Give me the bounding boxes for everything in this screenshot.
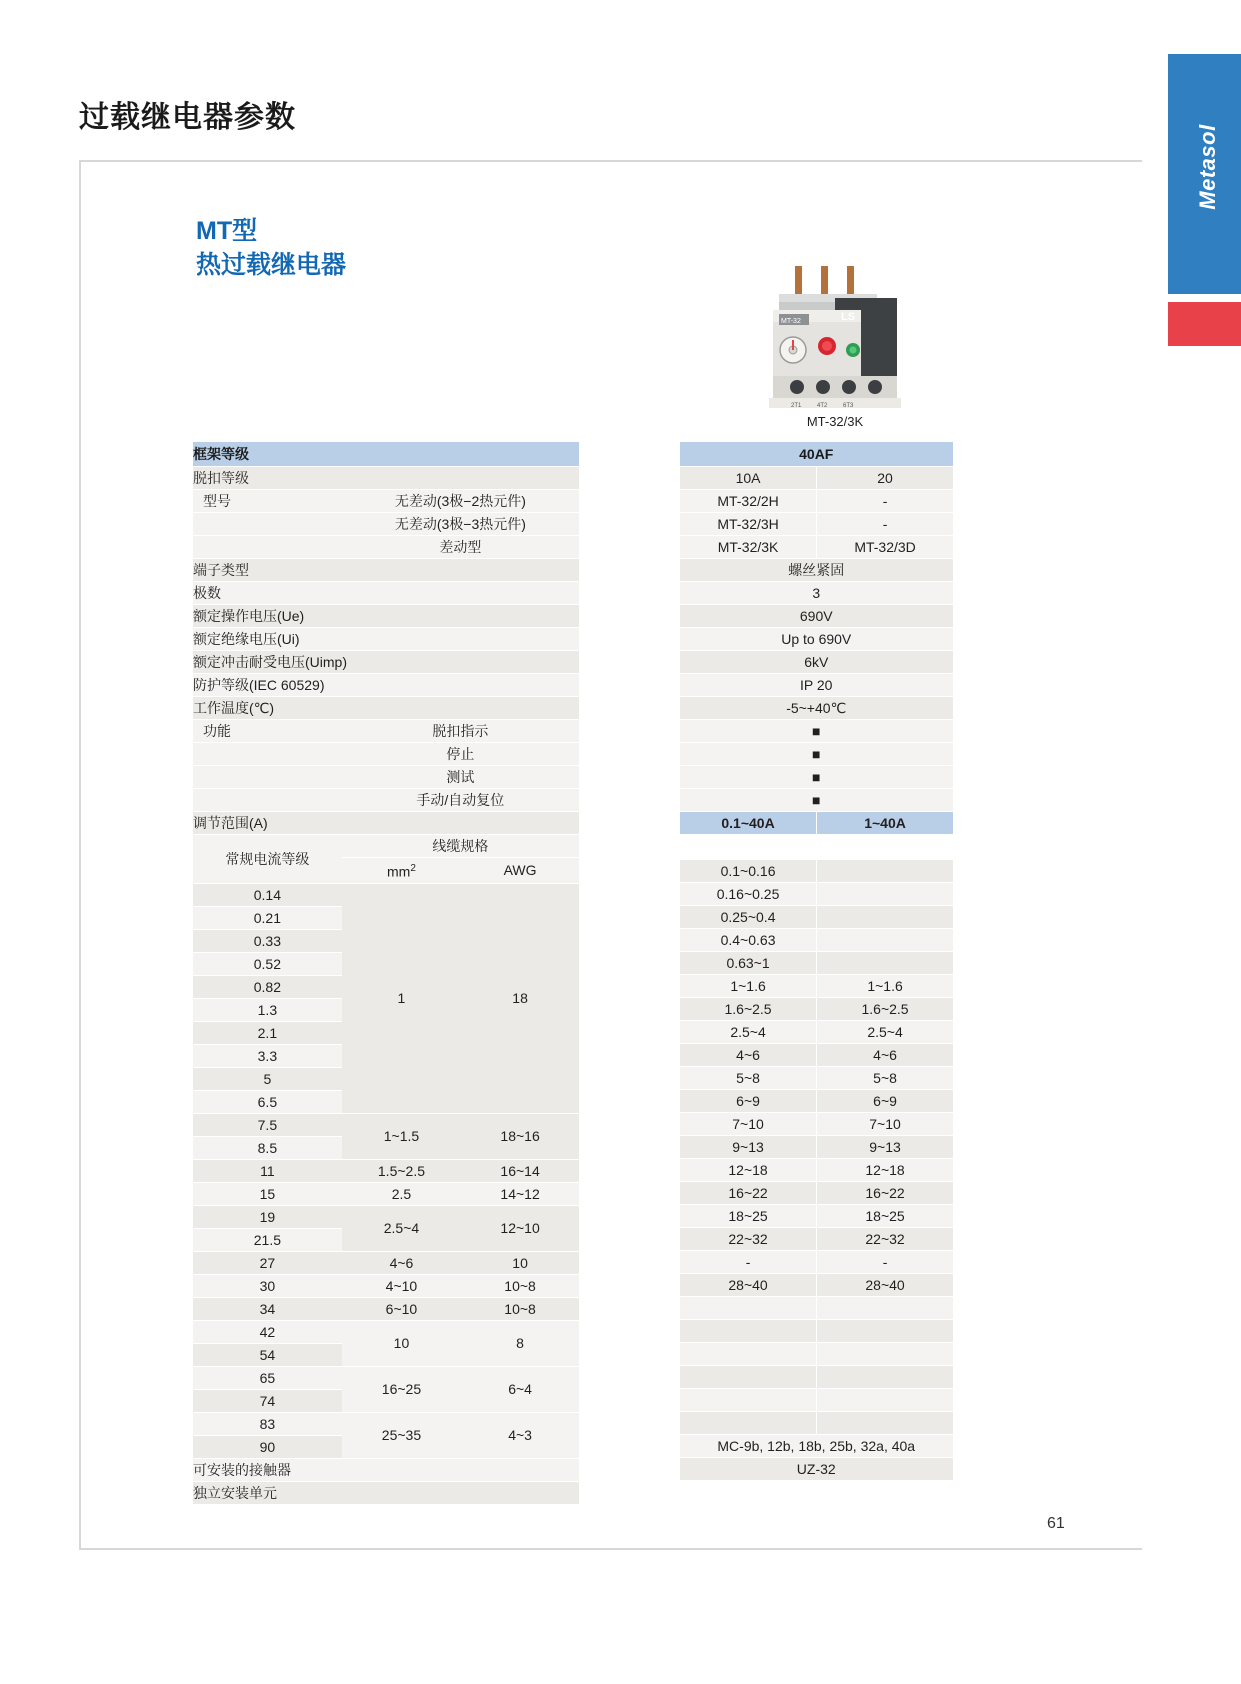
table-row: [193, 490, 579, 513]
range-left: 16~22: [680, 1182, 817, 1205]
trip-class-left: 10A: [680, 467, 817, 490]
value-contactors: MC-9b, 12b, 18b, 25b, 32a, 40a: [680, 1435, 954, 1458]
value-function-test: ■: [680, 766, 954, 789]
table-row: [193, 605, 579, 628]
range-right: -: [817, 1251, 953, 1274]
value-standalone-unit: UZ-32: [680, 1458, 954, 1481]
table-row: [193, 812, 579, 835]
current-rating: 42: [193, 1320, 342, 1343]
table-row: [680, 883, 954, 906]
range-right: 6~9: [817, 1090, 953, 1113]
current-rating: 19: [193, 1205, 342, 1228]
table-row: [680, 651, 954, 674]
range-left: [680, 1297, 817, 1320]
current-rating: 15: [193, 1182, 342, 1205]
current-rating: 83: [193, 1412, 342, 1435]
wire-awg: 12~10: [461, 1205, 579, 1251]
table-row: [193, 1113, 579, 1136]
range-right: [817, 1343, 953, 1366]
row-model-v1: 无差动(3极−2热元件): [342, 490, 579, 513]
table-row: [680, 835, 954, 860]
row-poles: 极数: [193, 582, 579, 605]
table-row: [680, 1412, 954, 1435]
left-divider: [79, 160, 81, 1550]
table-row: [193, 1320, 579, 1343]
table-row: [680, 1343, 954, 1366]
range-right: 18~25: [817, 1205, 953, 1228]
table-row: [680, 513, 954, 536]
svg-text:MT-32: MT-32: [781, 318, 801, 325]
range-right: 1.6~2.5: [817, 998, 953, 1021]
row-model-blank1: [193, 513, 342, 536]
row-trip-class-label: 脱扣等级: [193, 467, 579, 490]
table-row: [680, 536, 954, 559]
right-table-header: 40AF: [680, 442, 954, 467]
range-left: 0.4~0.63: [680, 929, 817, 952]
wire-awg: 18: [461, 883, 579, 1113]
range-left: 18~25: [680, 1205, 817, 1228]
table-row: [680, 1182, 954, 1205]
spec-table-left: [193, 442, 579, 1505]
range-right: 28~40: [817, 1274, 953, 1297]
row-model-v3: 差动型: [342, 536, 579, 559]
range-left: 1~1.6: [680, 975, 817, 998]
table-row: [193, 1297, 579, 1320]
table-row: [680, 1251, 954, 1274]
range-right: 1~1.6: [817, 975, 953, 998]
wire-mm2: 25~35: [342, 1412, 461, 1458]
value-function-reset: ■: [680, 789, 954, 812]
model-2h-right: -: [817, 490, 953, 513]
table-row: [680, 442, 954, 467]
wire-mm2: 1: [342, 883, 461, 1113]
wire-col-label: 常规电流等级: [193, 835, 342, 884]
row-function-v2: 停止: [342, 743, 579, 766]
current-rating: 1.3: [193, 998, 342, 1021]
row-terminal-type: 端子类型: [193, 559, 579, 582]
current-rating: 34: [193, 1297, 342, 1320]
model-2h-left: MT-32/2H: [680, 490, 817, 513]
current-rating: 0.33: [193, 929, 342, 952]
range-right: 7~10: [817, 1113, 953, 1136]
table-row: [193, 1412, 579, 1435]
row-function-blank3: [193, 789, 342, 812]
row-function-label: 功能: [193, 720, 342, 743]
range-right: 12~18: [817, 1159, 953, 1182]
wire-mm2: 10: [342, 1320, 461, 1366]
table-row: [193, 1481, 579, 1504]
wire-awg: 4~3: [461, 1412, 579, 1458]
table-row: [680, 559, 954, 582]
table-row: [193, 582, 579, 605]
range-right: 16~22: [817, 1182, 953, 1205]
svg-text:4T2: 4T2: [817, 403, 828, 409]
range-left: 0.16~0.25: [680, 883, 817, 906]
table-row: [193, 1182, 579, 1205]
range-left: 0.63~1: [680, 952, 817, 975]
range-left: [680, 1366, 817, 1389]
table-row: [680, 490, 954, 513]
range-left: -: [680, 1251, 817, 1274]
range-left: 4~6: [680, 1044, 817, 1067]
wire-mm2: 4~10: [342, 1274, 461, 1297]
table-row: [680, 605, 954, 628]
table-row: [193, 883, 579, 906]
table-row: [680, 1389, 954, 1412]
wire-col-awg: AWG: [461, 858, 579, 884]
range-left: 9~13: [680, 1136, 817, 1159]
current-rating: 11: [193, 1159, 342, 1182]
table-row: [680, 766, 954, 789]
row-ip: 防护等级(IEC 60529): [193, 674, 579, 697]
range-right: [817, 952, 953, 975]
row-function-v3: 测试: [342, 766, 579, 789]
table-row: [680, 1159, 954, 1182]
current-rating: 0.52: [193, 952, 342, 975]
current-rating: 21.5: [193, 1228, 342, 1251]
range-right: [817, 883, 953, 906]
table-row: [680, 1044, 954, 1067]
current-rating: 0.82: [193, 975, 342, 998]
table-row: [680, 1320, 954, 1343]
table-row: [680, 674, 954, 697]
range-right: 2.5~4: [817, 1021, 953, 1044]
table-row: [680, 1113, 954, 1136]
row-ui: 额定绝缘电压(Ui): [193, 628, 579, 651]
range-right: 9~13: [817, 1136, 953, 1159]
range-right: [817, 906, 953, 929]
table-row: [680, 743, 954, 766]
current-rating: 5: [193, 1067, 342, 1090]
current-rating: 3.3: [193, 1044, 342, 1067]
title-divider: [79, 160, 1142, 162]
range-left: 2.5~4: [680, 1021, 817, 1044]
table-row: [680, 720, 954, 743]
value-poles: 3: [680, 582, 954, 605]
table-row: [680, 628, 954, 651]
value-uimp: 6kV: [680, 651, 954, 674]
table-row: [680, 1366, 954, 1389]
range-left: [680, 1412, 817, 1435]
table-row: [680, 860, 954, 883]
relay-illustration: [735, 258, 935, 433]
row-model-v2: 无差动(3极−3热元件): [342, 513, 579, 536]
row-adjust-range: 调节范围(A): [193, 812, 579, 835]
left-table-header: 框架等级: [193, 442, 579, 467]
current-rating: 6.5: [193, 1090, 342, 1113]
product-image-caption: MT-32/3K: [806, 414, 864, 429]
current-rating: 0.21: [193, 906, 342, 929]
table-row: [193, 766, 579, 789]
model-3k-right: MT-32/3D: [817, 536, 953, 559]
wire-awg: 10~8: [461, 1297, 579, 1320]
table-row: [680, 1067, 954, 1090]
wire-awg: 6~4: [461, 1366, 579, 1412]
side-tab-metasol: [1168, 54, 1241, 294]
current-rating: 74: [193, 1389, 342, 1412]
table-row: [680, 1090, 954, 1113]
table-row: [193, 467, 579, 490]
row-model-label: 型号: [193, 490, 342, 513]
table-row: [193, 720, 579, 743]
table-row: [680, 1274, 954, 1297]
wire-awg: 18~16: [461, 1113, 579, 1159]
range-left: [680, 1320, 817, 1343]
table-row: [193, 835, 579, 858]
range-left: 0.1~0.16: [680, 860, 817, 883]
current-rating: 2.1: [193, 1021, 342, 1044]
range-right: [817, 1366, 953, 1389]
row-uimp: 额定冲击耐受电压(Uimp): [193, 651, 579, 674]
table-row: [193, 1159, 579, 1182]
wire-mm2: 2.5: [342, 1182, 461, 1205]
bottom-divider: [79, 1548, 1142, 1550]
row-function-blank2: [193, 766, 342, 789]
wire-mm2: 2.5~4: [342, 1205, 461, 1251]
product-subtitle: [196, 214, 346, 282]
row-temp: 工作温度(℃): [193, 697, 579, 720]
table-row: [680, 929, 954, 952]
row-function-v1: 脱扣指示: [342, 720, 579, 743]
product-subtitle-line1: MT型: [196, 217, 258, 245]
range-spacer: [680, 835, 954, 860]
product-subtitle-line2: 热过载继电器: [196, 251, 347, 279]
current-rating: 8.5: [193, 1136, 342, 1159]
value-function-stop: ■: [680, 743, 954, 766]
table-row: [193, 442, 579, 467]
table-row: [680, 975, 954, 998]
model-3h-left: MT-32/3H: [680, 513, 817, 536]
range-right: 4~6: [817, 1044, 953, 1067]
value-ui: Up to 690V: [680, 628, 954, 651]
table-row: [193, 743, 579, 766]
range-left: [680, 1389, 817, 1412]
value-ue: 690V: [680, 605, 954, 628]
table-row: [680, 1435, 954, 1458]
table-row: [193, 697, 579, 720]
wire-mm2: 1~1.5: [342, 1113, 461, 1159]
trip-class-right: 20: [817, 467, 953, 490]
range-left: 22~32: [680, 1228, 817, 1251]
table-row: [193, 1274, 579, 1297]
product-image: [735, 258, 935, 433]
spec-table-right: [679, 442, 953, 1481]
table-row: [680, 1205, 954, 1228]
table-row: [193, 651, 579, 674]
table-row: [680, 1136, 954, 1159]
table-row: [680, 906, 954, 929]
table-row: [680, 1021, 954, 1044]
model-3k-left: MT-32/3K: [680, 536, 817, 559]
table-row: [680, 789, 954, 812]
table-row: [193, 789, 579, 812]
table-row: [680, 582, 954, 605]
table-row: [193, 1366, 579, 1389]
wire-header-main: 线缆规格: [342, 835, 579, 858]
range-header-left: 0.1~40A: [680, 812, 817, 835]
wire-awg: 8: [461, 1320, 579, 1366]
range-left: 12~18: [680, 1159, 817, 1182]
value-temp: -5~+40℃: [680, 697, 954, 720]
range-left: 7~10: [680, 1113, 817, 1136]
table-row: [193, 536, 579, 559]
value-function-trip-indication: ■: [680, 720, 954, 743]
table-row: [193, 513, 579, 536]
table-row: [193, 1205, 579, 1228]
svg-text:LS: LS: [841, 311, 856, 323]
range-left: 6~9: [680, 1090, 817, 1113]
current-rating: 0.14: [193, 883, 342, 906]
range-right: 5~8: [817, 1067, 953, 1090]
wire-col-mm2: $mm^2$: [342, 858, 461, 884]
range-header-right: 1~40A: [817, 812, 953, 835]
table-row: [193, 674, 579, 697]
wire-mm2: 6~10: [342, 1297, 461, 1320]
table-row: [680, 1297, 954, 1320]
wire-mm2: 1.5~2.5: [342, 1159, 461, 1182]
current-rating: 65: [193, 1366, 342, 1389]
table-row: [193, 559, 579, 582]
wire-awg: 10~8: [461, 1274, 579, 1297]
side-tab-red: [1168, 302, 1241, 346]
range-right: [817, 1412, 953, 1435]
wire-awg: 10: [461, 1251, 579, 1274]
row-model-blank2: [193, 536, 342, 559]
table-row: [680, 1228, 954, 1251]
table-row: [680, 998, 954, 1021]
side-tab-label: Metasol: [1195, 124, 1220, 210]
range-right: [817, 1389, 953, 1412]
current-rating: 7.5: [193, 1113, 342, 1136]
range-right: [817, 1320, 953, 1343]
page-number: 61: [1047, 1515, 1065, 1532]
wire-awg: 14~12: [461, 1182, 579, 1205]
range-left: 1.6~2.5: [680, 998, 817, 1021]
table-row: [680, 1458, 954, 1481]
row-function-blank1: [193, 743, 342, 766]
current-rating: 30: [193, 1274, 342, 1297]
model-3h-right: -: [817, 513, 953, 536]
wire-mm2: 16~25: [342, 1366, 461, 1412]
table-row: [193, 628, 579, 651]
current-rating: 90: [193, 1435, 342, 1458]
current-rating: 54: [193, 1343, 342, 1366]
range-left: 0.25~0.4: [680, 906, 817, 929]
page-title: 过载继电器参数: [79, 101, 296, 134]
table-row: [680, 467, 954, 490]
range-left: [680, 1343, 817, 1366]
range-left: 28~40: [680, 1274, 817, 1297]
range-right: [817, 1297, 953, 1320]
current-rating: 27: [193, 1251, 342, 1274]
row-function-v4: 手动/自动复位: [342, 789, 579, 812]
value-ip: IP 20: [680, 674, 954, 697]
table-row: [680, 812, 954, 835]
row-standalone-label: 独立安装单元: [193, 1481, 579, 1504]
svg-text:2T1: 2T1: [791, 403, 802, 409]
range-right: [817, 860, 953, 883]
table-row: [193, 1251, 579, 1274]
range-right: 22~32: [817, 1228, 953, 1251]
row-ue: 额定操作电压(Ue): [193, 605, 579, 628]
table-row: [680, 697, 954, 720]
row-contactors-label: 可安装的接触器: [193, 1458, 579, 1481]
wire-mm2: 4~6: [342, 1251, 461, 1274]
wire-awg: 16~14: [461, 1159, 579, 1182]
range-right: [817, 929, 953, 952]
table-row: [680, 952, 954, 975]
svg-text:6T3: 6T3: [843, 403, 854, 409]
value-terminal-type: 螺丝紧固: [680, 559, 954, 582]
range-left: 5~8: [680, 1067, 817, 1090]
table-row: [193, 1458, 579, 1481]
